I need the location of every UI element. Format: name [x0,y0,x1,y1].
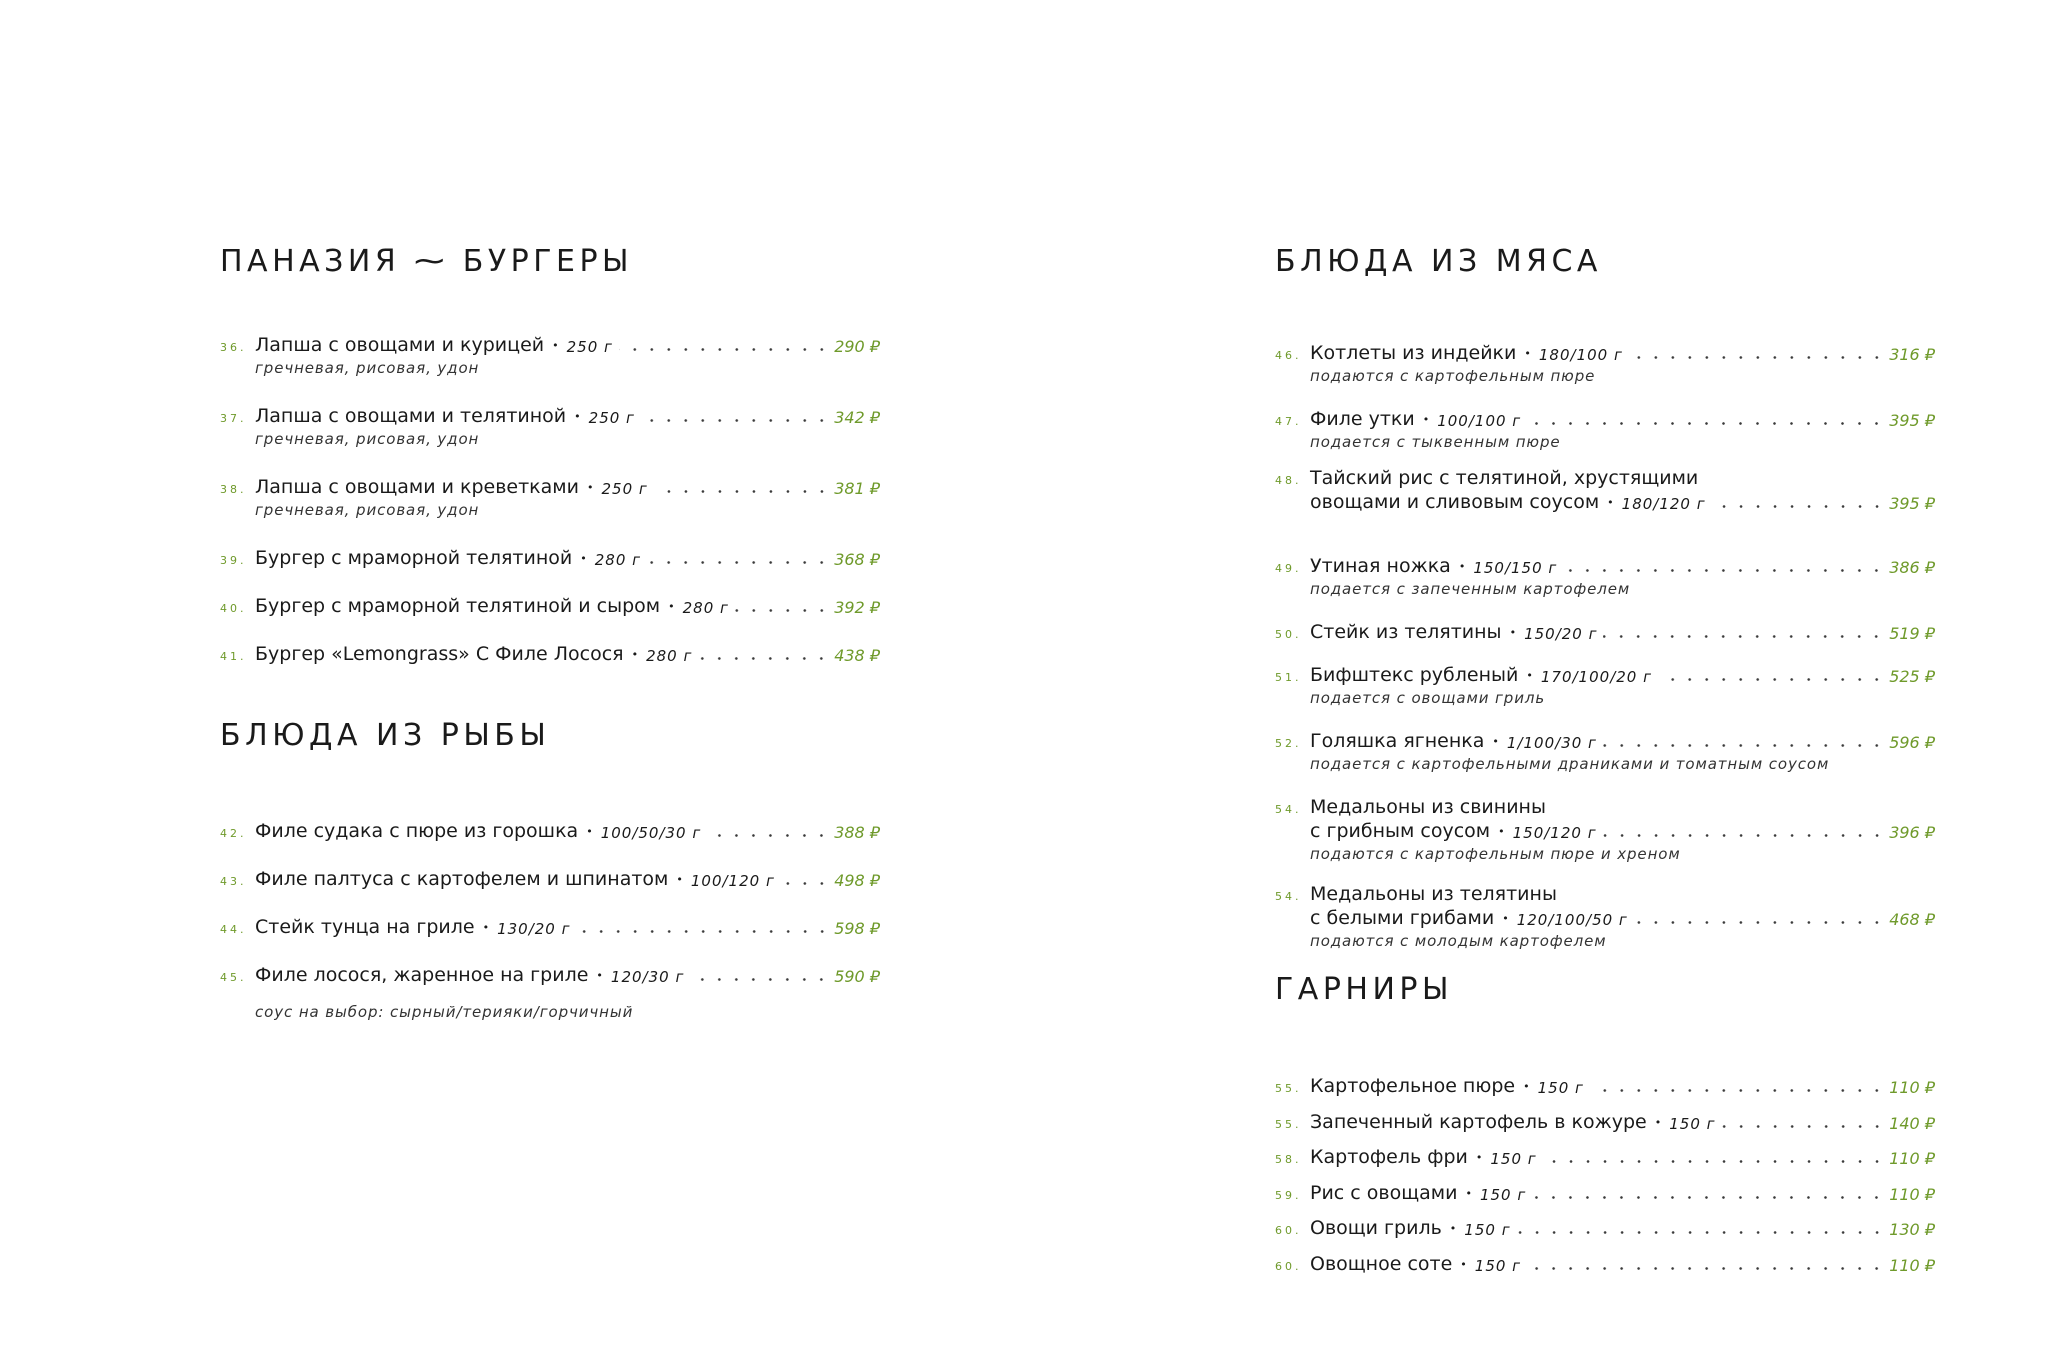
item-number: 59. [1275,1189,1302,1202]
menu-item [220,867,880,891]
item-price: 395 ₽ [1889,494,1935,513]
item-price: 392 ₽ [834,598,880,617]
item-name: Медальоны из телятины [1310,883,1557,905]
dotted-leader [707,834,830,837]
separator-dot: • [631,648,639,661]
menu-item-line [1275,1181,1935,1205]
item-weight: 150 г [1537,1079,1584,1097]
item-weight: 180/100 г [1538,346,1623,364]
menu-item [220,546,880,570]
menu-item [1275,1181,1935,1205]
separator-dot: • [596,969,603,982]
separator-dot: • [1524,347,1531,360]
dotted-leader [1629,356,1885,359]
item-weight: 150/150 г [1473,559,1558,577]
item-price: 140 ₽ [1889,1114,1935,1133]
menu-item-line [220,819,880,843]
menu-item-line [220,333,880,357]
menu-item [1275,1252,1935,1276]
item-number: 55. [1275,1118,1302,1131]
item-name: Утиная ножка [1310,555,1451,577]
item-price: 498 ₽ [834,871,880,890]
separator-dot: • [1460,1258,1467,1271]
dotted-leader [1527,422,1885,425]
dotted-leader [1603,744,1885,747]
item-weight: 150 г [1490,1150,1537,1168]
separator-dot: • [586,825,593,838]
menu-item [1275,663,1935,709]
item-number: 48. [1275,474,1302,487]
menu-item [220,594,880,618]
menu-item [1275,1145,1935,1169]
section-title: БЛЮДА ИЗ РЫБЫ [220,718,551,753]
item-description: соус на выбор: сырный/терияки/горчичный [255,1003,634,1021]
item-weight: 150/120 г [1512,824,1597,842]
item-number: 60. [1275,1224,1302,1237]
item-number: 51. [1275,671,1302,684]
menu-item-line [220,867,880,891]
menu-item [1275,1110,1935,1134]
menu-item-line [1275,1145,1935,1169]
separator-dot: • [580,552,587,565]
menu-item [1275,729,1935,775]
menu-item-line [1275,1252,1935,1276]
item-weight: 250 г [566,338,613,356]
menu-item [1275,341,1935,387]
menu-item-line [1275,1216,1935,1240]
item-number: 46. [1275,349,1302,362]
menu-item-line [220,642,880,666]
separator-dot: • [1422,413,1430,426]
item-weight: 280 г [646,647,693,665]
item-number: 54. [1275,890,1302,903]
dotted-leader [641,419,830,422]
item-description: подается с тыквенным пюре [1310,433,1561,451]
item-name: Тайский рис с телятиной, хрустящими [1310,467,1699,489]
item-price: 596 ₽ [1889,733,1935,752]
menu-item [220,642,880,666]
item-number: 37. [220,412,247,425]
item-name: Филе утки [1310,408,1415,430]
separator-dot: • [1475,1151,1483,1164]
item-description: подаются с картофельным пюре и хреном [1310,845,1681,863]
separator-dot: • [1502,912,1509,925]
item-number: 38. [220,483,247,496]
item-price: 525 ₽ [1889,667,1935,686]
item-number: 58. [1275,1153,1302,1166]
menu-item [1275,882,1935,952]
item-description: подаются с молодым картофелем [1310,932,1607,950]
section-title: БЛЮДА ИЗ МЯСА [1275,244,1602,279]
separator-dot: • [1498,825,1505,838]
section-side-dishes [1275,970,1935,1275]
separator-dot: • [482,921,490,934]
dotted-leader [1658,678,1885,681]
menu-item-title-line [1275,882,1935,906]
item-price: 396 ₽ [1889,823,1935,842]
separator-dot: • [1449,1222,1457,1235]
item-weight: 280 г [682,599,729,617]
item-price: 395 ₽ [1889,411,1935,430]
item-name: Бургер с мраморной телятиной и сыром [255,595,661,617]
item-price: 381 ₽ [834,479,880,498]
dotted-leader [654,490,830,493]
dotted-leader [1603,834,1886,837]
separator-dot: • [1654,1116,1662,1129]
dotted-leader [1563,569,1885,572]
item-price: 110 ₽ [1889,1185,1935,1204]
item-price: 130 ₽ [1889,1220,1935,1239]
item-name: Овощи гриль [1310,1217,1442,1239]
item-description: подается с картофельными драниками и томатным соусом [1310,755,1830,773]
menu-item-line [220,915,880,939]
item-number: 47. [1275,415,1302,428]
item-weight: 130/20 г [497,920,571,938]
menu-item-line [1275,490,1935,514]
menu-item [1275,407,1935,453]
item-weight: 150 г [1474,1257,1522,1275]
menu-item-line [1275,906,1935,930]
item-description: гречневая, рисовая, удон [255,501,480,519]
separator-dot: • [1607,496,1614,509]
menu-item-line [1275,620,1935,644]
dotted-leader [690,978,830,981]
item-price: 316 ₽ [1889,345,1935,364]
section-title: ПАНАЗИЯ ⁓ БУРГЕРЫ [220,244,634,279]
item-price: 342 ₽ [834,408,880,427]
item-weight: 150 г [1669,1115,1716,1133]
item-number: 54. [1275,803,1302,816]
item-weight: 150/20 г [1524,625,1598,643]
dotted-leader [1722,1125,1886,1128]
separator-dot: • [1458,560,1466,573]
item-price: 438 ₽ [834,646,880,665]
dotted-leader [1543,1160,1886,1163]
dotted-leader [1590,1089,1885,1092]
item-name: Стейк из телятины [1310,621,1502,643]
item-weight: 120/30 г [610,968,685,986]
separator-dot: • [1492,735,1499,748]
separator-dot: • [1523,1080,1530,1093]
menu-item-line [1275,729,1935,753]
separator-dot: • [586,481,594,494]
menu-item-title-line [1275,795,1935,819]
dotted-leader [698,657,830,660]
menu-item-line [1275,554,1935,578]
dotted-leader [781,882,830,885]
item-weight: 250 г [601,480,648,498]
menu-item-line [1275,1074,1935,1098]
item-weight: 150 г [1464,1221,1511,1239]
menu-item-line [220,594,880,618]
section-meat-dishes [1275,242,1935,950]
item-name: Филе судака с пюре из горошка [255,820,579,842]
item-price: 386 ₽ [1889,558,1935,577]
dotted-leader [1527,1267,1885,1270]
item-price: 290 ₽ [834,337,880,356]
item-name: Лапша с овощами и креветками [255,476,579,498]
menu-item-line [220,475,880,499]
menu-item [1275,466,1935,514]
item-name: Лапша с овощами и телятиной [255,405,567,427]
menu-item [220,915,880,939]
item-weight: 280 г [594,551,642,569]
menu-item-line [1275,1110,1935,1134]
item-name: Картофель фри [1310,1146,1468,1168]
menu-item [220,404,880,450]
dotted-leader [1634,921,1885,924]
item-number: 42. [220,827,247,840]
separator-dot: • [1526,669,1533,682]
separator-dot: • [574,410,581,423]
item-weight: 250 г [588,409,635,427]
menu-item [1275,554,1935,600]
separator-dot: • [676,873,683,886]
item-name: Котлеты из индейки [1310,342,1517,364]
menu-item [220,475,880,521]
menu-item-title-line [1275,466,1935,490]
item-number: 36. [220,341,247,354]
menu-item [220,963,880,1023]
item-number: 39. [220,554,247,567]
item-name: Овощное соте [1310,1253,1453,1275]
item-name: овощами и сливовым соусом [1310,491,1600,513]
menu-item [220,333,880,379]
dotted-leader [1603,635,1885,638]
item-name: Бургер с мраморной телятиной [255,547,573,569]
item-price: 519 ₽ [1889,624,1935,643]
separator-dot: • [1465,1187,1472,1200]
item-number: 41. [220,650,247,663]
item-price: 110 ₽ [1889,1078,1935,1097]
item-description: гречневая, рисовая, удон [255,430,480,448]
menu-item [220,819,880,843]
menu-item-line [1275,407,1935,431]
item-name: Рис с овощами [1310,1182,1458,1204]
item-name: с грибным соусом [1310,820,1491,842]
item-name: Голяшка ягненка [1310,730,1485,752]
item-name: с белыми грибами [1310,907,1495,929]
item-number: 45. [220,971,247,984]
separator-dot: • [1509,626,1517,639]
item-weight: 180/120 г [1621,495,1706,513]
menu-item [1275,1216,1935,1240]
item-description: подается с запеченным картофелем [1310,580,1631,598]
separator-dot: • [668,600,675,613]
menu-item [1275,620,1935,644]
dotted-leader [1517,1231,1886,1234]
item-number: 55. [1275,1082,1302,1095]
item-number: 60. [1275,1260,1302,1273]
item-weight: 100/120 г [690,872,775,890]
item-name: Филе палтуса с картофелем и шпинатом [255,868,669,890]
item-number: 52. [1275,737,1302,750]
item-weight: 100/100 г [1437,412,1522,430]
item-description: подаются с картофельным пюре [1310,367,1596,385]
item-description: подается с овощами гриль [1310,689,1546,707]
dotted-leader [647,561,830,564]
item-name: Запеченный картофель в кожуре [1310,1111,1647,1133]
item-name: Лапша с овощами и курицей [255,334,545,356]
item-price: 590 ₽ [834,967,880,986]
item-price: 598 ₽ [834,919,880,938]
item-number: 44. [220,923,247,936]
dotted-leader [1532,1196,1885,1199]
item-number: 50. [1275,628,1302,641]
item-weight: 100/50/30 г [600,824,702,842]
item-name: Бургер «Lemongrass» С Филе Лосося [255,643,624,665]
menu-item-line [220,404,880,428]
item-weight: 120/100/50 г [1516,911,1628,929]
dotted-leader [1712,505,1886,508]
section-title: ГАРНИРЫ [1275,972,1453,1007]
dotted-leader [735,609,830,612]
item-description: гречневая, рисовая, удон [255,359,480,377]
menu-item-line [220,546,880,570]
item-name: Бифштекс рубленый [1310,664,1519,686]
section-fish-dishes [220,716,880,1021]
item-price: 388 ₽ [834,823,880,842]
menu-item-line [220,963,880,987]
item-name: Медальоны из свинины [1310,796,1546,818]
menu-item-line [1275,819,1935,843]
item-price: 110 ₽ [1889,1256,1935,1275]
item-price: 368 ₽ [834,550,880,569]
item-number: 40. [220,602,247,615]
dotted-leader [619,348,830,351]
item-number: 43. [220,875,247,888]
section-panasia-burgers [220,242,880,665]
item-price: 110 ₽ [1889,1149,1935,1168]
item-weight: 170/100/20 г [1540,668,1652,686]
item-name: Филе лосося, жаренное на гриле [255,964,589,986]
menu-item-line [1275,663,1935,687]
item-name: Стейк тунца на гриле [255,916,475,938]
menu-item [1275,1074,1935,1098]
item-weight: 1/100/30 г [1506,734,1597,752]
menu-item-line [1275,341,1935,365]
separator-dot: • [552,339,559,352]
menu-item [1275,795,1935,865]
item-name: Картофельное пюре [1310,1075,1516,1097]
item-price: 468 ₽ [1889,910,1935,929]
item-number: 49. [1275,562,1302,575]
item-weight: 150 г [1479,1186,1527,1204]
dotted-leader [577,930,831,933]
